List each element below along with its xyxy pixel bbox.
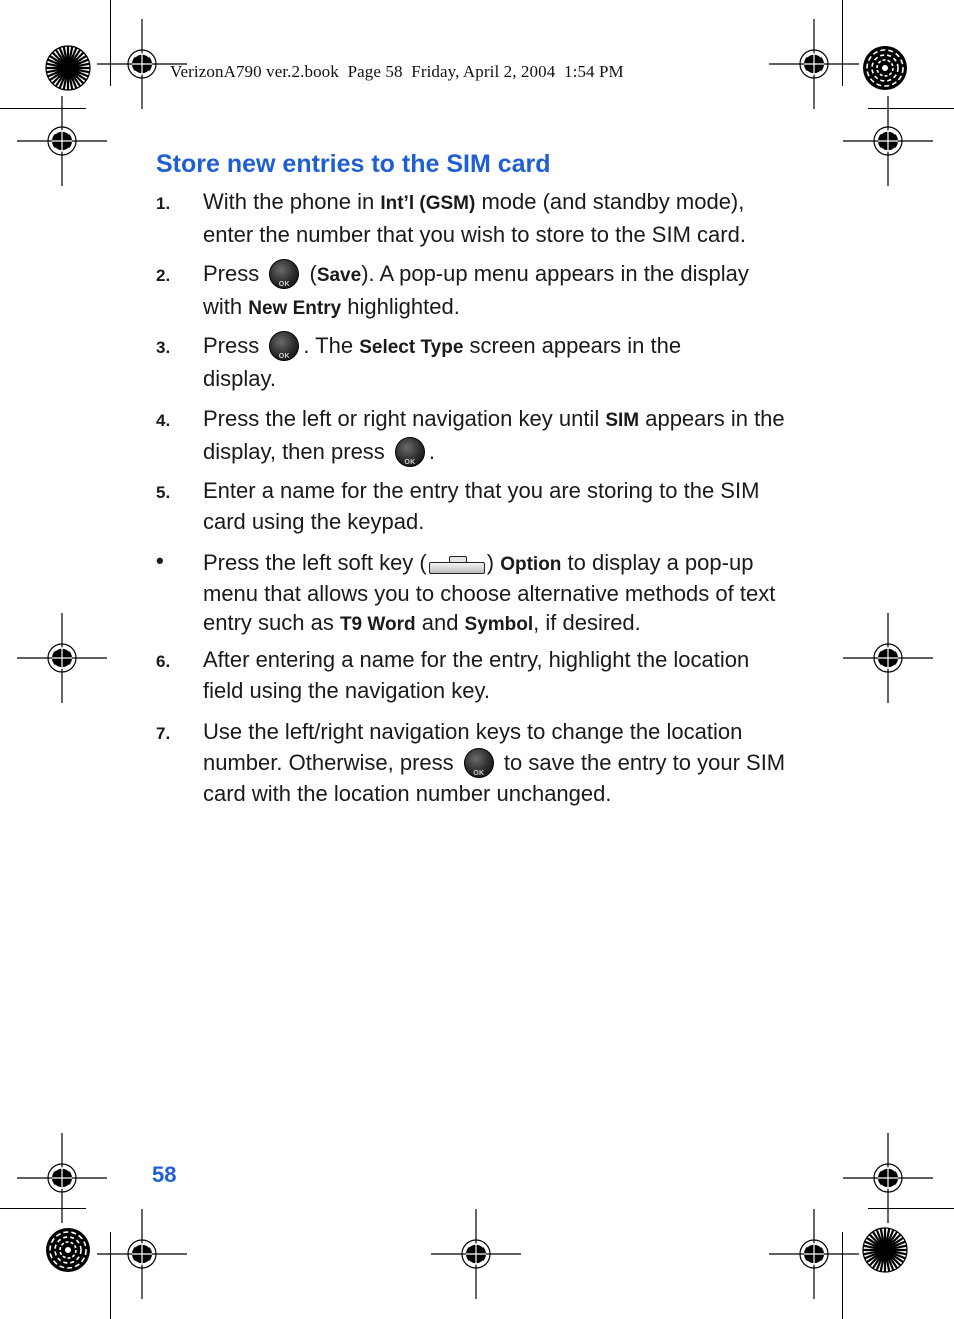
step-3 [156,330,796,394]
ok-key-icon: OK [269,259,299,289]
step-2 [156,258,796,324]
step-4 [156,403,796,467]
step-number: 7. [156,724,171,743]
step-number: 4. [156,411,171,430]
ok-key-icon: OK [269,331,299,361]
step-text: Press OK (Save). A pop-up menu appears in the display with New Entry highlighted. [203,261,749,319]
ok-key-icon: OK [464,748,494,778]
step-text: With the phone in Int’l (GSM) mode (and standby mode), enter the number that you wish to store to the SIM card. [203,189,746,247]
step-text: Press OK . The Select Type screen appears in the display. [203,333,682,391]
step-5 [156,475,796,537]
ok-key-icon: OK [395,437,425,467]
step-text: Use the left/right navigation keys to change the location number. Otherwise, press OK to save the entry to your SIM card with the location number unchanged. [203,719,786,806]
step-number: 1. [156,194,171,213]
left-soft-key-icon [429,556,485,574]
print-slug: VerizonA790 ver.2.book Page 58 Friday, April 2, 2004 1:54 PM [170,62,624,81]
step-number: 3. [156,338,171,357]
step-text: After entering a name for the entry, highlight the location field using the navigation key. [203,647,750,703]
bullet-soft-key [156,548,796,639]
page-number: 58 [152,1162,177,1187]
step-7 [156,716,796,809]
bullet-marker: • [156,548,164,573]
step-text: Press the left soft key ( ) Option to display a pop-up menu that allows you to choose alternative methods of text entry such as T9 Word and Symbol, if desired. [203,550,776,635]
step-6 [156,644,796,706]
step-text: Enter a name for the entry that you are storing to the SIM card using the keypad. [203,478,760,534]
step-number: 5. [156,483,171,502]
section-title: Store new entries to the SIM card [156,150,551,178]
step-number: 2. [156,266,171,285]
step-text: Press the left or right navigation key until SIM appears in the display, then press OK . [203,406,785,466]
step-number: 6. [156,652,171,671]
step-1 [156,186,796,250]
